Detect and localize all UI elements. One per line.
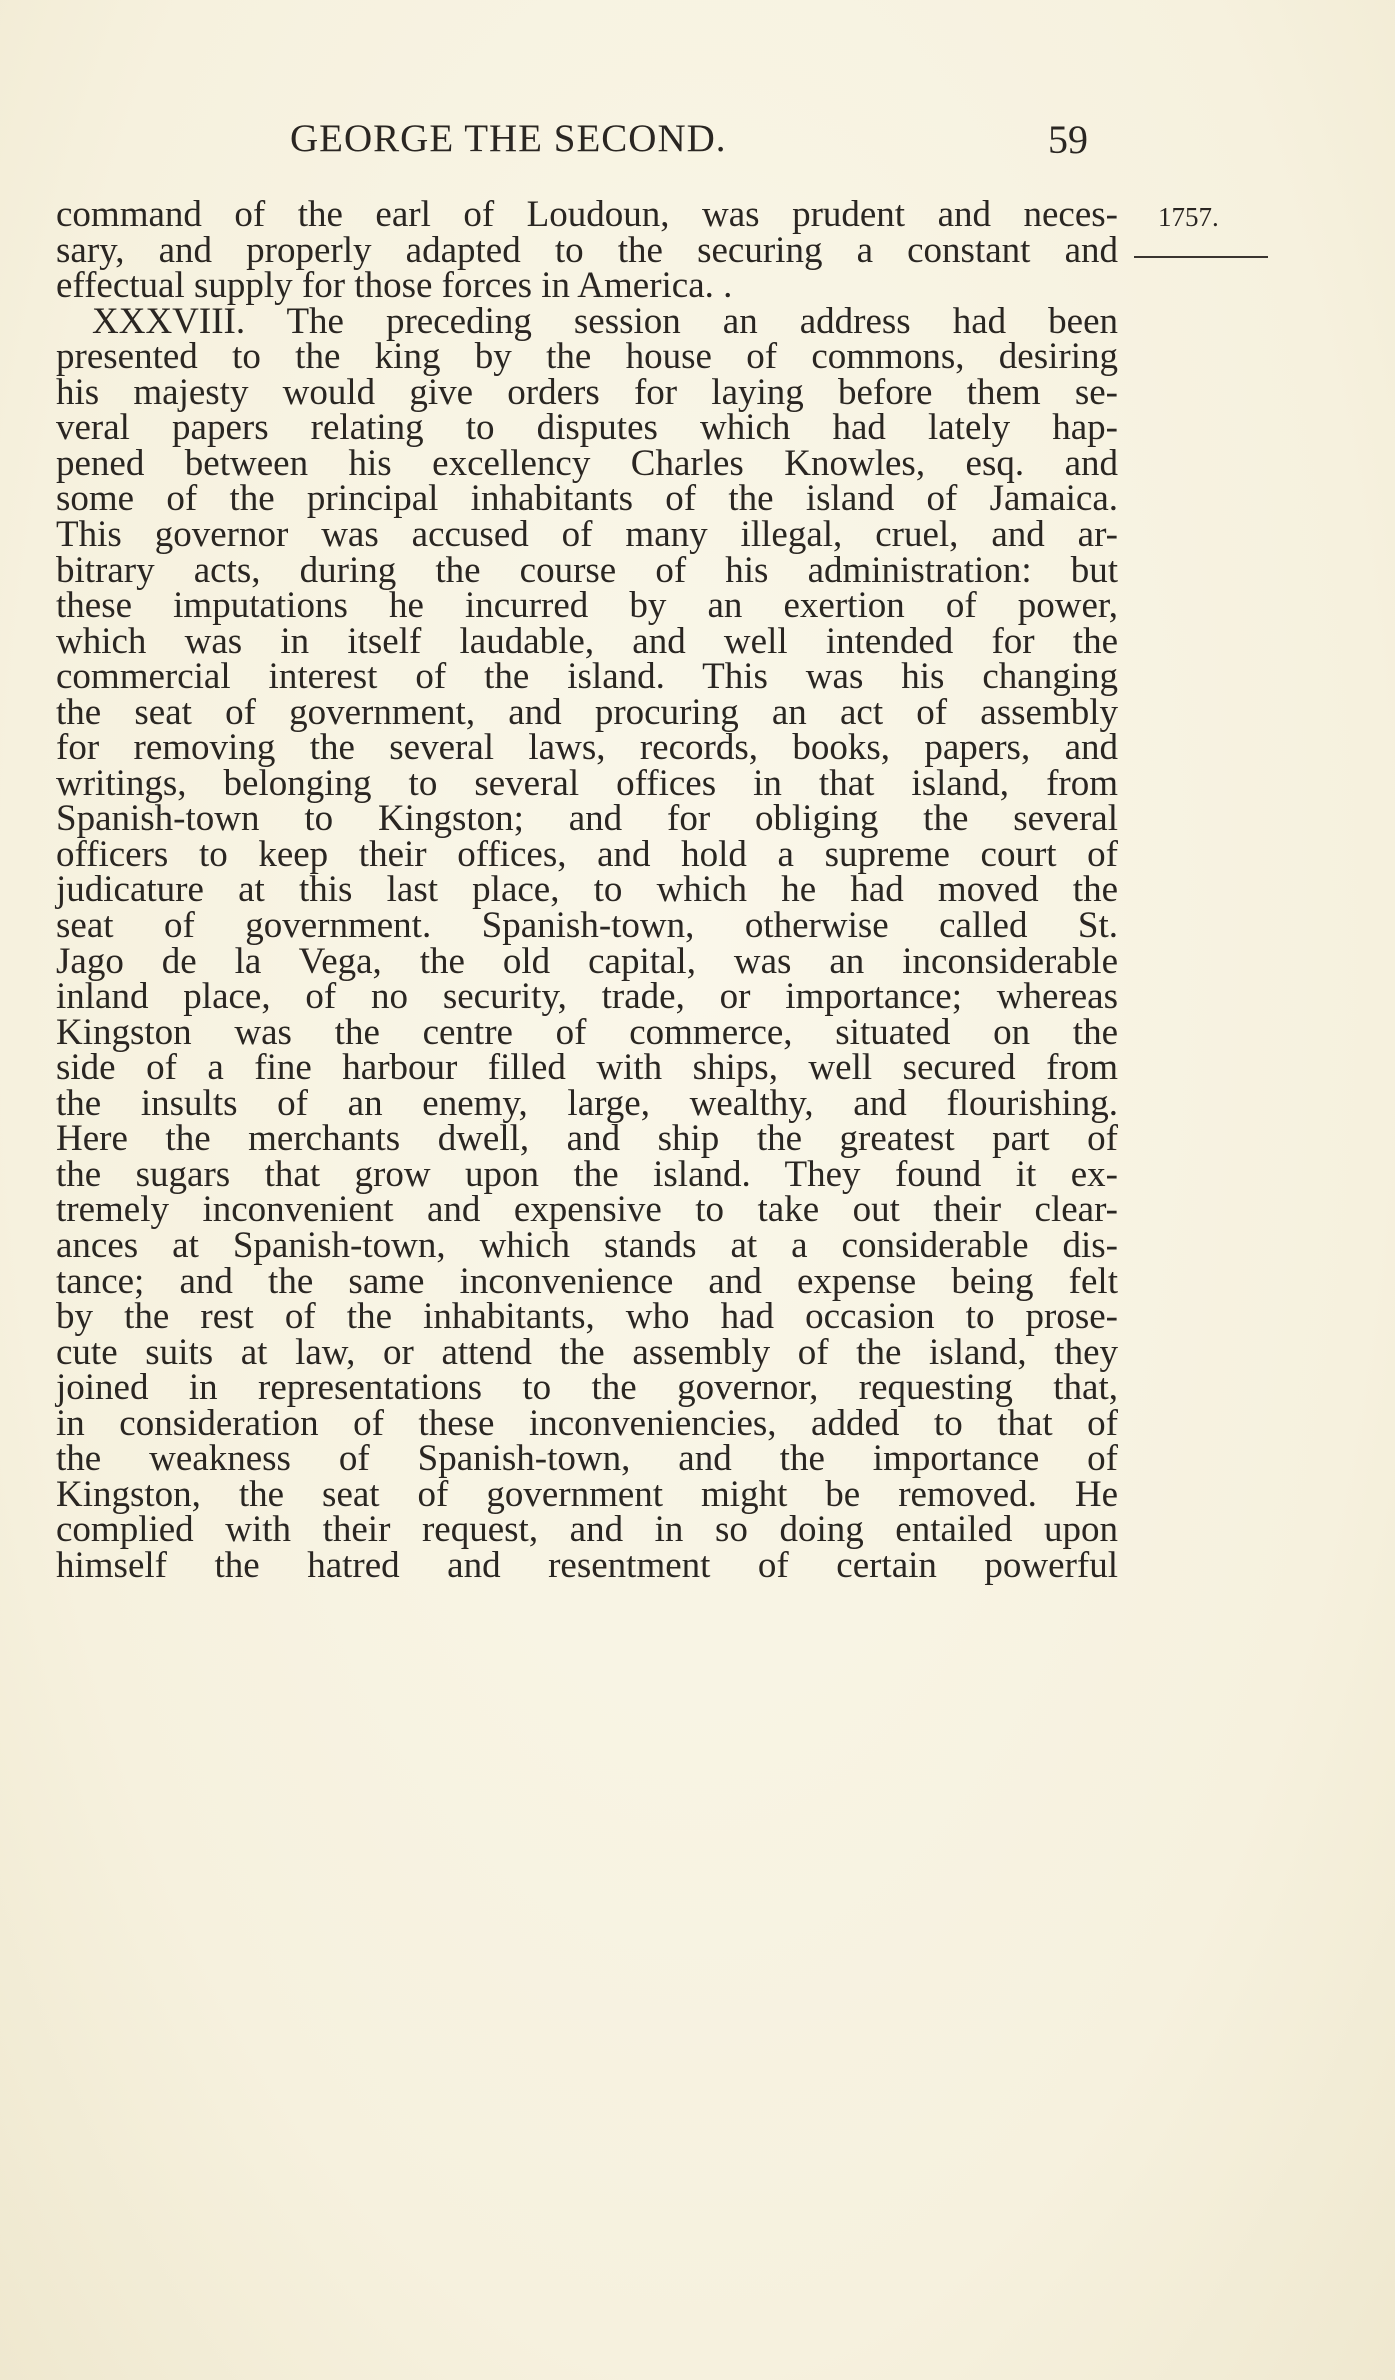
text-line: tremely inconvenient and expensive to take out their clear- [56, 1189, 1118, 1231]
page-number: 59 [1048, 117, 1088, 162]
text-line: joined in representations to the governor, requesting that, [56, 1367, 1118, 1409]
text-line: bitrary acts, during the course of his administration: but [56, 549, 1118, 591]
text-line: tance; and the same inconvenience and expense being felt [56, 1260, 1118, 1302]
text-line: command of the earl of Loudoun, was prudent and neces- [56, 194, 1118, 235]
text-line: ances at Spanish-town, which stands at a considerable dis- [56, 1224, 1118, 1266]
text-line: himself the hatred and resentment of certain powerful [56, 1544, 1118, 1586]
text-line: in consideration of these inconveniencies, added to that of [56, 1402, 1118, 1444]
text-line: seat of government. Spanish-town, otherwise called St. [56, 905, 1118, 946]
text-line: the seat of government, and procuring an act of assembly [56, 691, 1118, 733]
text-line: by the rest of the inhabitants, who had occasion to prose- [56, 1296, 1118, 1338]
text-line: for removing the several laws, records, books, papers, and [56, 727, 1118, 769]
text-line: the sugars that grow upon the island. They found it ex- [56, 1153, 1118, 1195]
text-line: writings, belonging to several offices in that island, from [56, 762, 1118, 804]
text-line: veral papers relating to disputes which had lately hap- [56, 407, 1118, 449]
text-line: sary, and properly adapted to the securing a constant and [56, 229, 1118, 271]
text-line: pened between his excellency Charles Knowles, esq. and [56, 442, 1118, 484]
text-line: his majesty would give orders for laying before them se- [56, 371, 1118, 413]
margin-rule [1134, 256, 1268, 258]
text-line: these imputations he incurred by an exertion of power, [56, 585, 1118, 627]
running-head: GEORGE THE SECOND. [290, 117, 727, 160]
text-line: side of a fine harbour filled with ships, well secured from [56, 1047, 1118, 1089]
text-line: This governor was accused of many illegal, cruel, and ar- [56, 513, 1118, 555]
margin-year-note: 1757. [1158, 202, 1219, 232]
text-line: cute suits at law, or attend the assembly of the island, they [56, 1331, 1118, 1373]
text-line: XXXVIII. The preceding session an address had been [92, 300, 1118, 342]
text-line: some of the principal inhabitants of the island of Jamaica. [56, 478, 1118, 520]
text-line: inland place, of no security, trade, or importance; whereas [56, 976, 1118, 1018]
text-line: Spanish-town to Kingston; and for obliging the several [56, 798, 1118, 840]
text-line: Kingston was the centre of commerce, situated on the [56, 1011, 1118, 1053]
text-line: officers to keep their offices, and hold a supreme court of [56, 833, 1118, 875]
text-line: presented to the king by the house of commons, desiring [56, 336, 1118, 378]
text-line: commercial interest of the island. This was his changing [56, 656, 1118, 698]
text-line: Jago de la Vega, the old capital, was an inconsiderable [56, 940, 1118, 982]
text-line: the weakness of Spanish-town, and the importance of [56, 1438, 1118, 1480]
text-line: the insults of an enemy, large, wealthy, and flourishing. [56, 1082, 1118, 1124]
text-line: effectual supply for those forces in America. . [56, 265, 733, 307]
text-line: complied with their request, and in so doing entailed upon [56, 1509, 1118, 1551]
text-line: Here the merchants dwell, and ship the greatest part of [56, 1118, 1118, 1160]
text-line: judicature at this last place, to which he had moved the [56, 869, 1118, 911]
text-line: Kingston, the seat of government might be removed. He [56, 1473, 1118, 1515]
text-line: which was in itself laudable, and well intended for the [56, 620, 1118, 662]
